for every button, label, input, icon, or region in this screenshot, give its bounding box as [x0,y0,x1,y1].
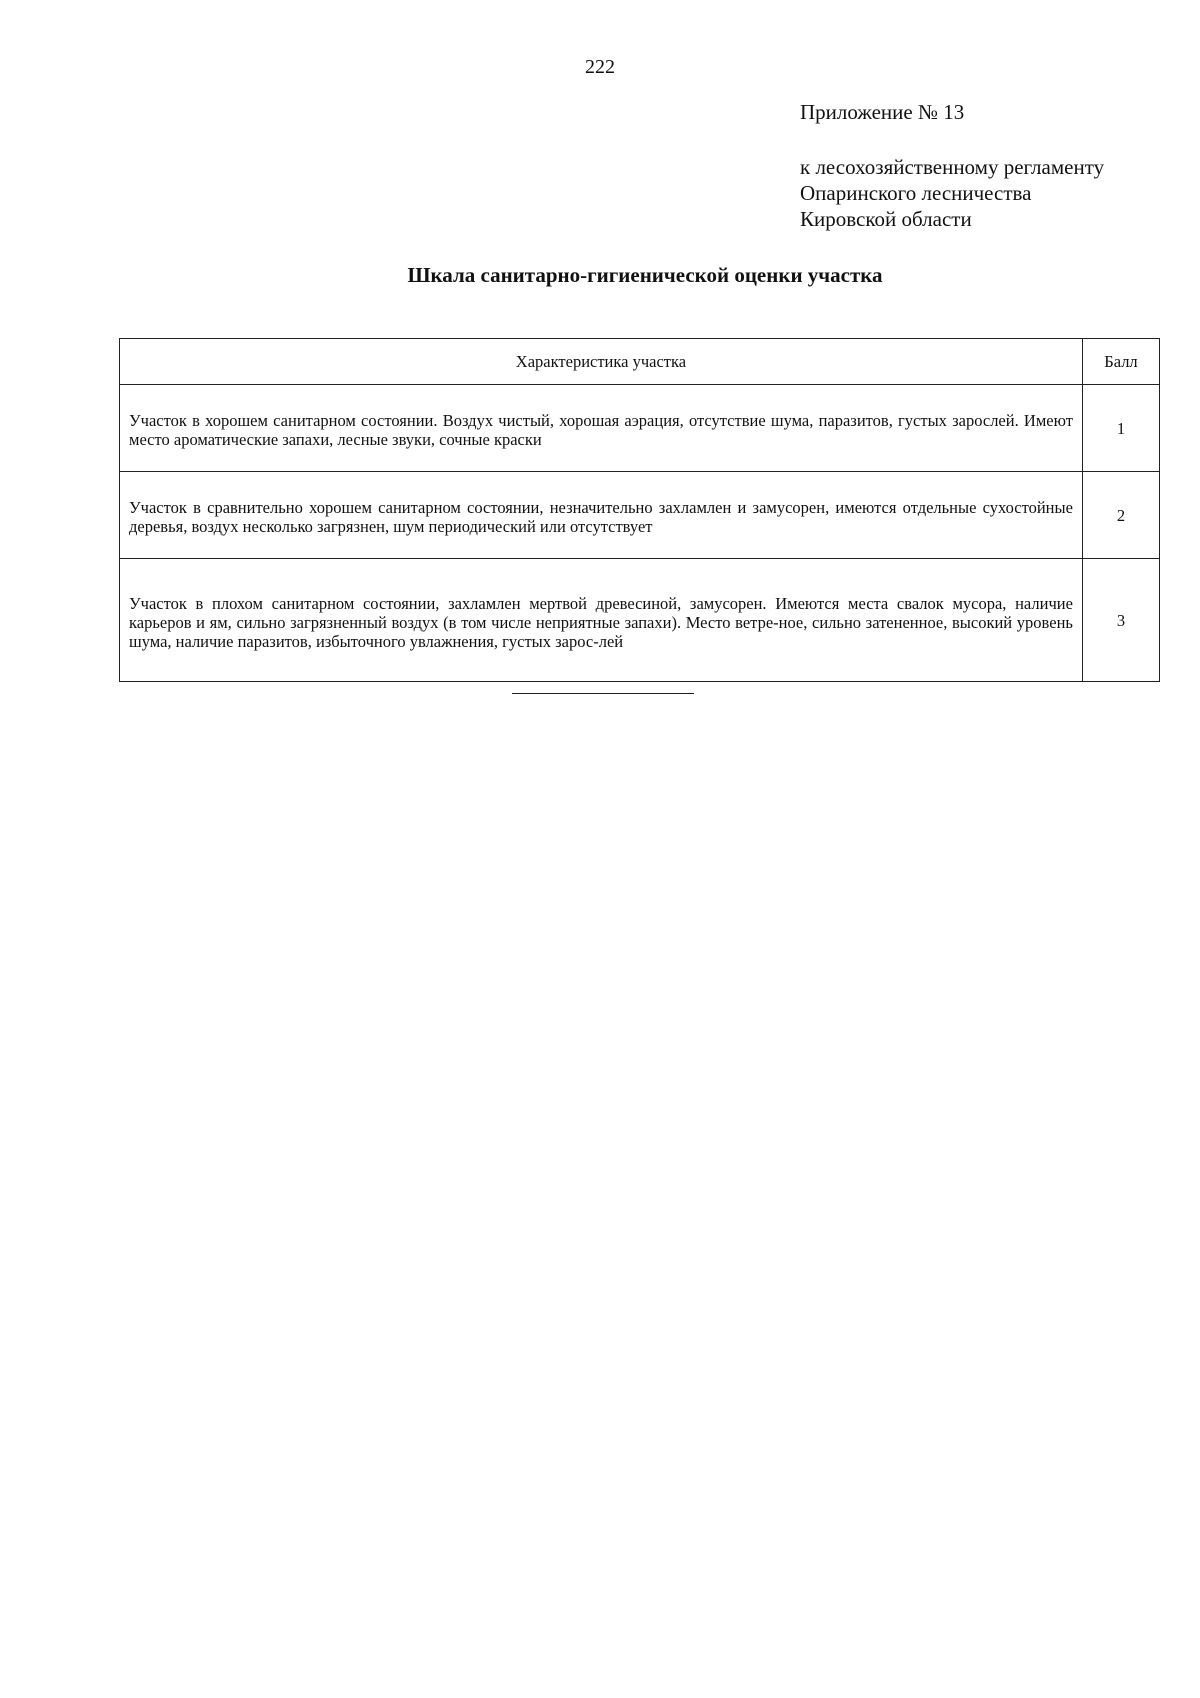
score-column-header: Балл [1082,339,1159,385]
plot-description: Участок в хорошем санитарном состоянии. Воздух чистый, хорошая аэрация, отсутствие шума, паразитов, густых зарослей. Имеют место ароматические запахи, лесные звуки, сочные краски [120,385,1083,472]
table-row [120,472,1160,559]
plot-score: 3 [1082,559,1159,682]
plot-description: Участок в плохом санитарном состоянии, захламлен мертвой древесиной, замусорен. Имеются места свалок мусора, наличие карьеров и ям, сильно загрязненный воздух (в том числе неприятные запахи). Место ветре-ное, сильно затененное, высокий уровень шума, наличие паразитов, избыточного увлажнения, густых зарос-лей [120,559,1083,682]
plot-description: Участок в сравнительно хорошем санитарном состоянии, незначительно захламлен и замусорен, имеются отдельные сухостойные деревья, воздух несколько загрязнен, шум периодический или отсутствует [120,472,1083,559]
page-number: 222 [585,56,615,78]
table-row [120,559,1160,682]
table-row [120,385,1160,472]
appendix-reference [800,154,1104,232]
sanitary-scale-table [119,338,1160,682]
appendix-reference-line: Кировской области [800,207,972,231]
plot-score: 2 [1082,472,1159,559]
appendix-reference-line: к лесохозяйственному регламенту [800,155,1105,179]
appendix-reference-line: Опаринского лесничества [800,181,1032,205]
appendix-title: Приложение № 13 [800,100,965,124]
document-title: Шкала санитарно-гигиенической оценки участка [407,263,883,287]
description-column-header: Характеристика участка [120,339,1083,385]
plot-score: 1 [1082,385,1159,472]
table-header-row [120,339,1160,385]
end-of-document-rule [512,693,694,694]
